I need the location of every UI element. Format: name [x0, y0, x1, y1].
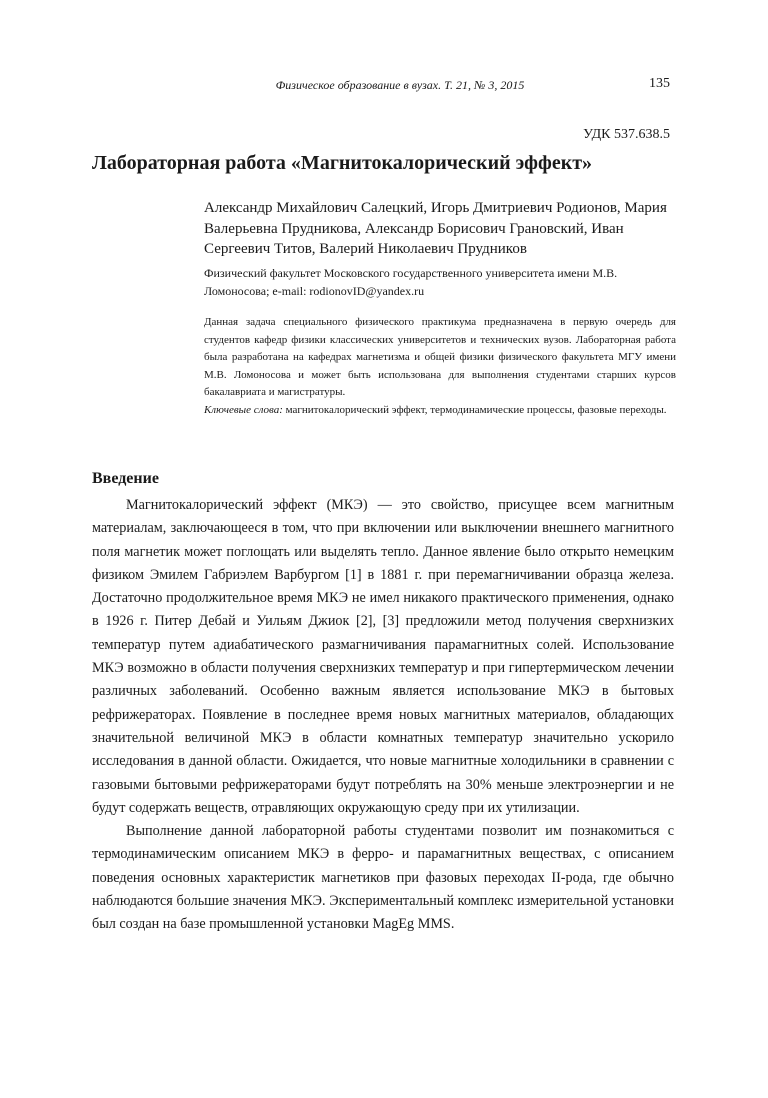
section-heading: Введение	[92, 470, 159, 487]
article-title: Лабораторная работа «Магнитокалорический эффект»	[92, 152, 593, 174]
keywords-label: Ключевые слова:	[204, 403, 283, 416]
page-number: 135	[649, 76, 670, 91]
running-head: Физическое образование в вузах. Т. 21, № 3, 2015	[275, 78, 525, 92]
paragraph: Выполнение данной лабораторной работы студентами позволит им познакомиться с термодинамическим описанием МКЭ в ферро- и парамагнитных веществах, с описанием поведения основных характеристик магнетиков при фазовых переходах II-рода, где обычно наблюдаются большие значения МКЭ. Экспериментальный комплекс измерительной установки был создан на базе промышленной установки MagEg MMS.	[92, 823, 674, 933]
keywords-list: магнитокалорический эффект, термодинамические процессы, фазовые переходы.	[285, 403, 667, 416]
keywords	[204, 402, 676, 420]
authors-list: Александр Михайлович Салецкий, Игорь Дмитриевич Родионов, Мария Валерьевна Прудникова, Александр Борисович Грановский, Иван Сергеевич Титов, Валерий Николаевич Прудников	[204, 200, 667, 257]
udk-code: УДК 537.638.5	[583, 127, 670, 142]
body-text	[92, 494, 674, 937]
abstract	[204, 314, 676, 419]
affiliation: Физический факультет Московского государственного университета имени М.В. Ломоносова; e-mail: rodionovID@yandex.ru	[204, 266, 618, 298]
paragraph: Магнитокалорический эффект (МКЭ) — это свойство, присущее всем магнитным материалам, заключающееся в том, что при включении или выключении внешнего магнитного поля магнетик может поглощать или выделять тепло. Данное явление было открыто немецким физиком Эмилем Габриэлем Варбургом [1] в 1881 г. при перемагничивании образца железа. Достаточно продолжительное время МКЭ не имел никакого практического применения, однако в 1926 г. Питер Дебай и Уильям Джиок [2], [3] предложили метод получения сверхнизких температур путем адиабатического размагничивания парамагнитных солей. Использование МКЭ возможно в области получения сверхнизких температур и при гипертермическом лечении различных заболеваний. Особенно важным является использование МКЭ в бытовых рефрижераторах. Появление в последнее время новых магнитных материалов, обладающих значительной величиной МКЭ в области комнатных температур значительно ускорило исследования в данной области. Ожидается, что новые магнитные холодильники в сравнении с газовыми бытовыми рефрижераторами будут потреблять на 30% меньше электроэнергии и не будут содержать веществ, отравляющих окружающую среду при их утилизации.	[92, 497, 674, 816]
abstract-text: Данная задача специального физического практикума предназначена в первую очередь для студентов кафедр физики классических университетов и технических вузов. Лабораторная работа была разработана на кафедрах магнетизма и общей физики физического факультета МГУ имени М.В. Ломоносова и может быть использована для выполнения студентами старших курсов бакалавриата и магистратуры.	[204, 316, 676, 398]
